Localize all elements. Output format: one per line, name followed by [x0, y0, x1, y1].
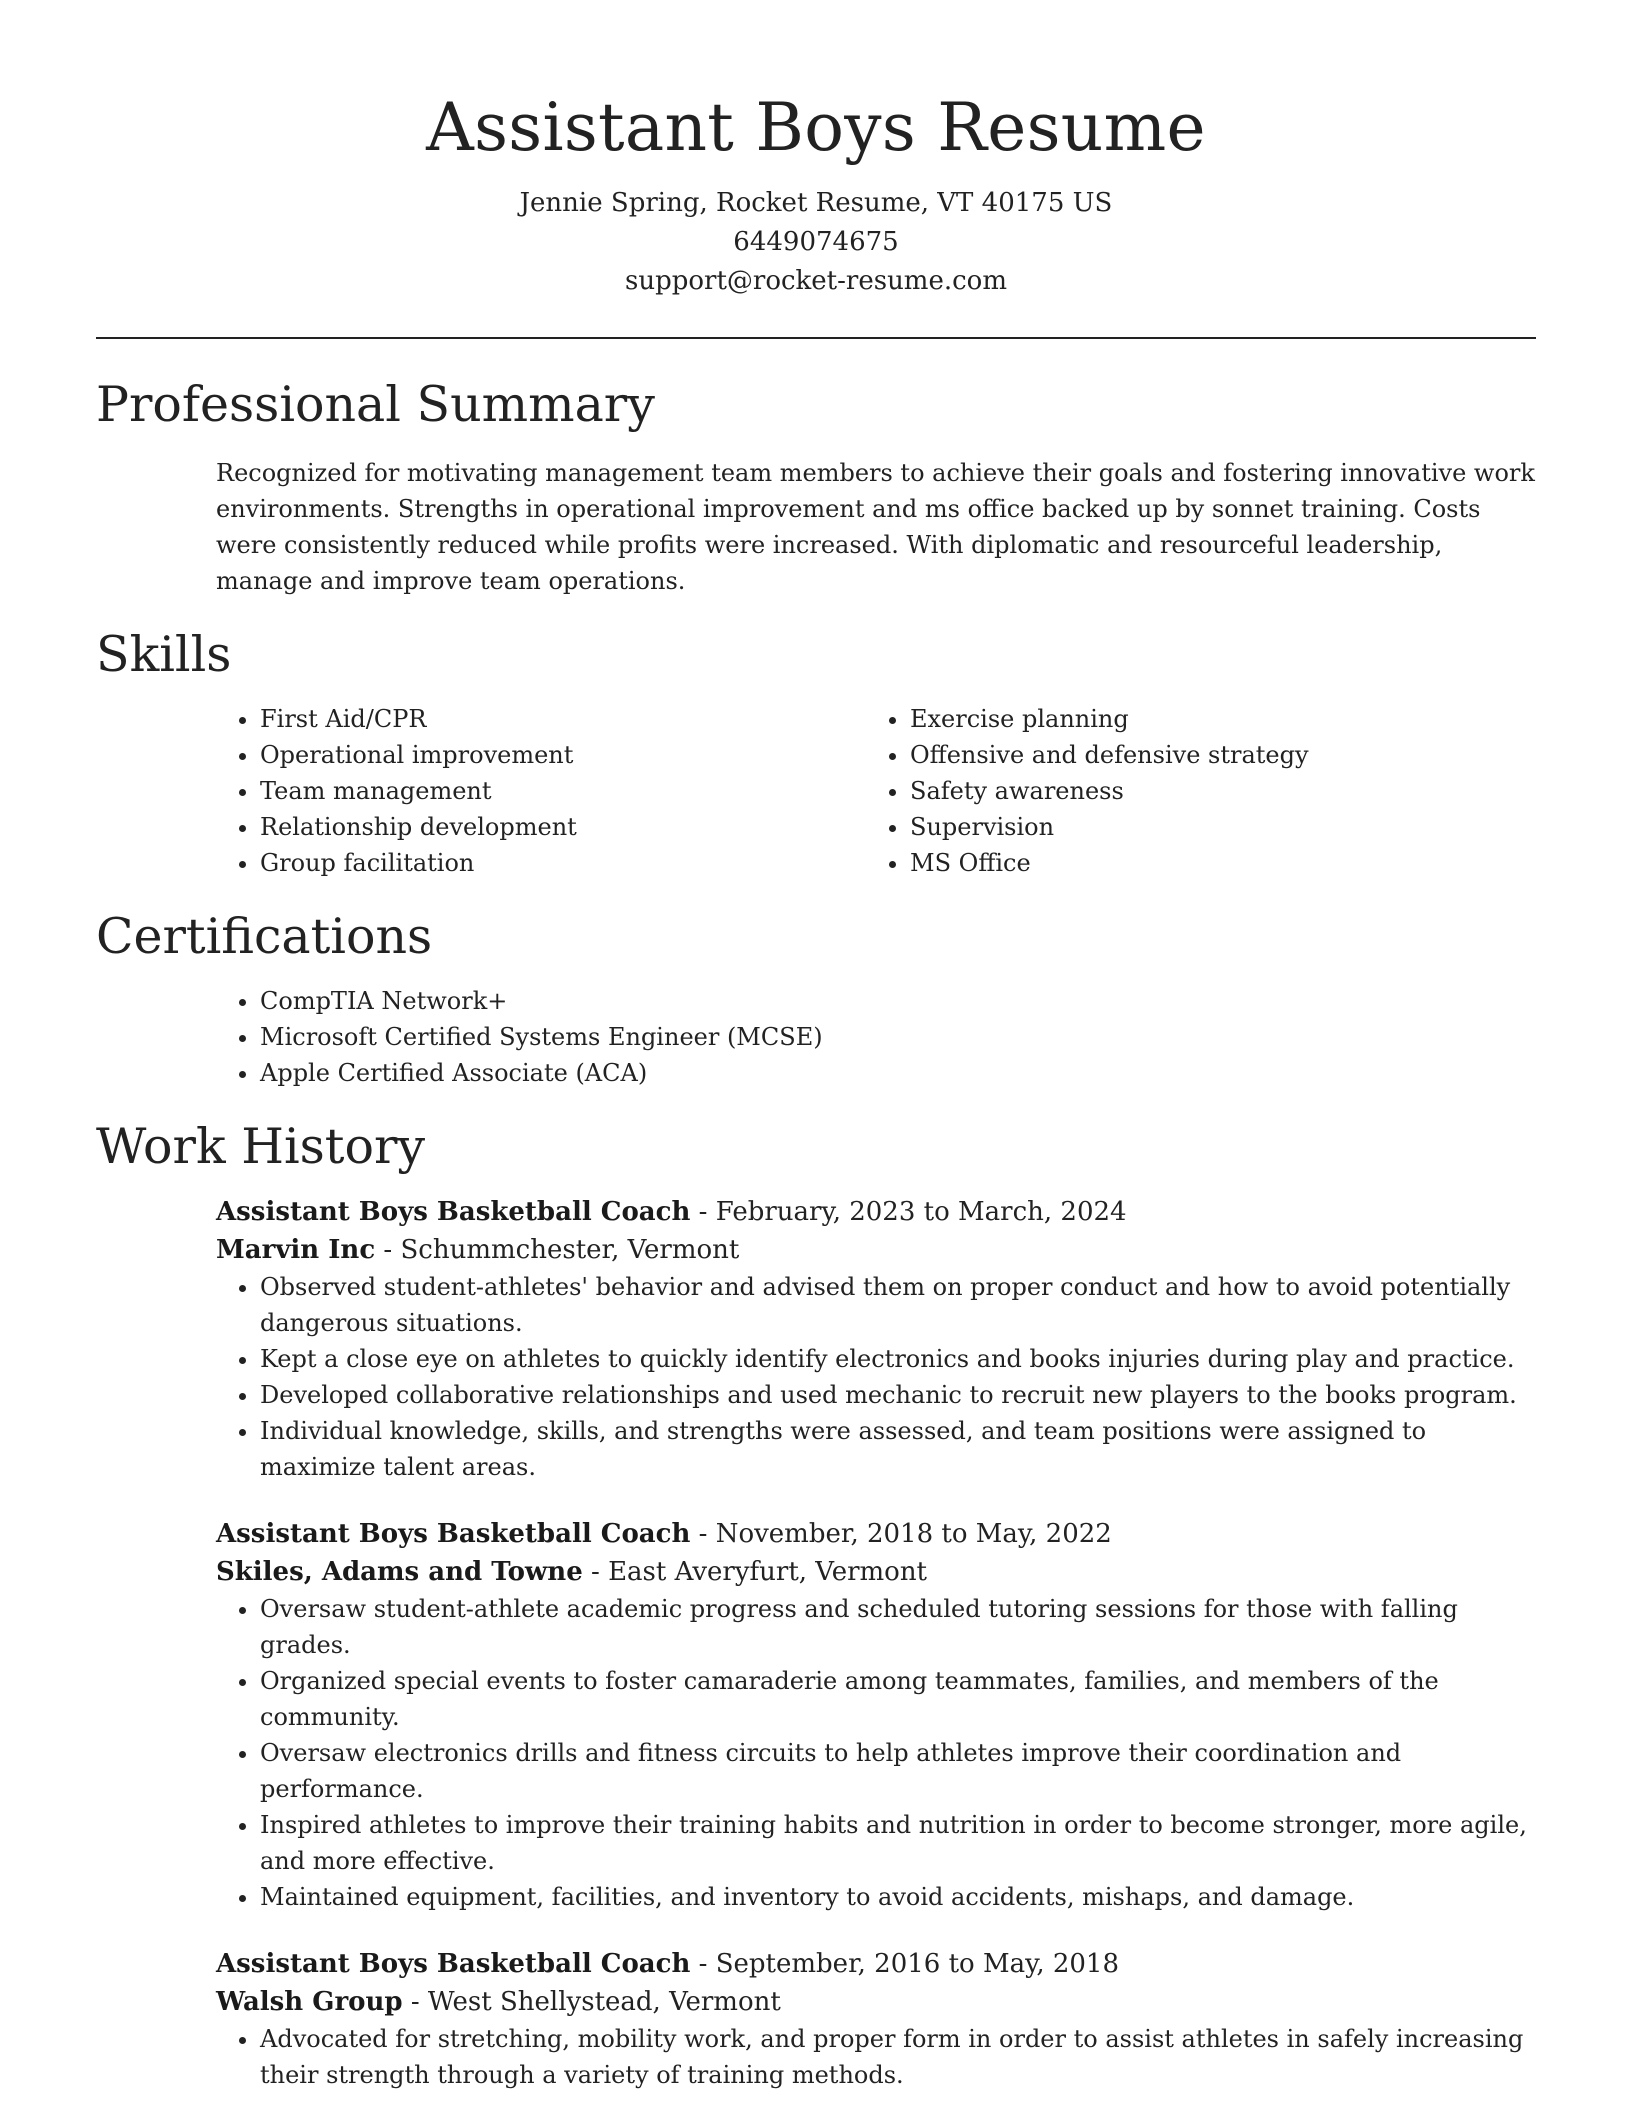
job-dates: November, 2018 to May, 2022 — [715, 1519, 1112, 1549]
job-bullet: • Developed collaborative relationships and used mechanic to recruit new players to the books program. — [260, 1377, 1536, 1413]
job-bullet: • Maintained equipment, facilities, and inventory to avoid accidents, mishaps, and damage. — [260, 1879, 1536, 1915]
separator: - — [690, 1519, 716, 1549]
job-company-line — [216, 1553, 1536, 1591]
skills-column-left — [216, 701, 866, 881]
job-bullet: • Organized special events to foster camaraderie among teammates, families, and members of the community. — [260, 1663, 1536, 1735]
job-title: Assistant Boys Basketball Coach — [216, 1197, 691, 1227]
skill-item: • First Aid/CPR — [260, 701, 866, 737]
separator: - — [582, 1557, 609, 1587]
job-title: Assistant Boys Basketball Coach — [216, 1519, 691, 1549]
resume-page — [96, 0, 1536, 2093]
summary-heading: Professional Summary — [96, 376, 655, 433]
job-location: West Shellystead, Vermont — [427, 1987, 781, 2017]
skill-item: • Relationship development — [260, 809, 866, 845]
certifications-bullets — [216, 983, 1536, 1091]
work-history-heading: Work History — [96, 1118, 426, 1175]
skills-column-right — [866, 701, 1516, 881]
skill-item: • Team management — [260, 773, 866, 809]
job-bullets — [216, 1591, 1536, 1915]
certification-item: • CompTIA Network+ — [260, 983, 1536, 1019]
job-bullet: • Kept a close eye on athletes to quickly identify electronics and books injuries during play and practice. — [260, 1341, 1536, 1377]
skill-item: • Safety awareness — [910, 773, 1516, 809]
resume-title: Assistant Boys Resume — [426, 89, 1206, 166]
job-bullet: • Oversaw student-athlete academic progress and scheduled tutoring sessions for those with falling grades. — [260, 1591, 1536, 1663]
skills-list-right — [866, 701, 1516, 881]
job-company: Walsh Group — [216, 1987, 403, 2017]
job-bullet: • Advocated for stretching, mobility work, and proper form in order to assist athletes in safely increasing their strength through a variety of training methods. — [260, 2021, 1536, 2093]
skill-item: • Supervision — [910, 809, 1516, 845]
job-bullet: • Inspired athletes to improve their training habits and nutrition in order to become stronger, more agile, and more effective. — [260, 1807, 1536, 1879]
certification-item: • Apple Certified Associate (ACA) — [260, 1055, 1536, 1091]
job-title: Assistant Boys Basketball Coach — [216, 1949, 691, 1979]
skills-grid — [216, 701, 1536, 881]
job-title-line — [216, 1193, 1536, 1231]
skills-heading: Skills — [96, 626, 232, 683]
job-bullets — [216, 1269, 1536, 1485]
job-title-line — [216, 1945, 1536, 1983]
separator: - — [402, 1987, 428, 2017]
contact-phone: 6449074675 — [733, 227, 899, 257]
header-divider — [96, 337, 1536, 339]
job-dates: February, 2023 to March, 2024 — [715, 1197, 1127, 1227]
job-company-line — [216, 1231, 1536, 1269]
certifications-heading: Certifications — [96, 908, 433, 965]
skill-item: • Offensive and defensive strategy — [910, 737, 1516, 773]
job-bullets — [216, 2021, 1536, 2093]
certification-item: • Microsoft Certified Systems Engineer (MCSE) — [260, 1019, 1536, 1055]
job-dates: September, 2016 to May, 2018 — [715, 1949, 1120, 1979]
job-location: Schummchester, Vermont — [400, 1235, 740, 1265]
job-entry — [216, 1515, 1536, 1915]
job-title-line — [216, 1515, 1536, 1553]
contact-address: Jennie Spring, Rocket Resume, VT 40175 US — [519, 188, 1113, 218]
certifications-list — [216, 983, 1536, 1091]
separator: - — [375, 1235, 401, 1265]
job-entry — [216, 1945, 1536, 2093]
job-company: Marvin Inc — [216, 1235, 376, 1265]
summary-text: Recognized for motivating management team members to achieve their goals and fostering innovative work environments. Strengths in operational improvement and ms office backed up by sonnet training. Costs were consistently reduced while profits were increased. With diplomatic and resourceful leadership, manage and improve team operations. — [216, 459, 1535, 595]
skill-item: • Exercise planning — [910, 701, 1516, 737]
job-entry — [216, 1193, 1536, 1485]
contact-email: support@rocket-resume.com — [624, 266, 1007, 296]
skill-item: • MS Office — [910, 845, 1516, 881]
job-location: East Averyfurt, Vermont — [608, 1557, 928, 1587]
contact-block — [96, 184, 1536, 301]
job-bullet: • Observed student-athletes' behavior and advised them on proper conduct and how to avoid potentially dangerous situations. — [260, 1269, 1536, 1341]
job-bullet: • Oversaw electronics drills and fitness circuits to help athletes improve their coordination and performance. — [260, 1735, 1536, 1807]
skills-list-left — [216, 701, 866, 881]
job-company: Skiles, Adams and Towne — [216, 1557, 583, 1587]
skill-item: • Group facilitation — [260, 845, 866, 881]
job-bullet: • Individual knowledge, skills, and strengths were assessed, and team positions were assigned to maximize talent areas. — [260, 1413, 1536, 1485]
skill-item: • Operational improvement — [260, 737, 866, 773]
separator: - — [690, 1949, 716, 1979]
separator: - — [690, 1197, 716, 1227]
job-company-line — [216, 1983, 1536, 2021]
